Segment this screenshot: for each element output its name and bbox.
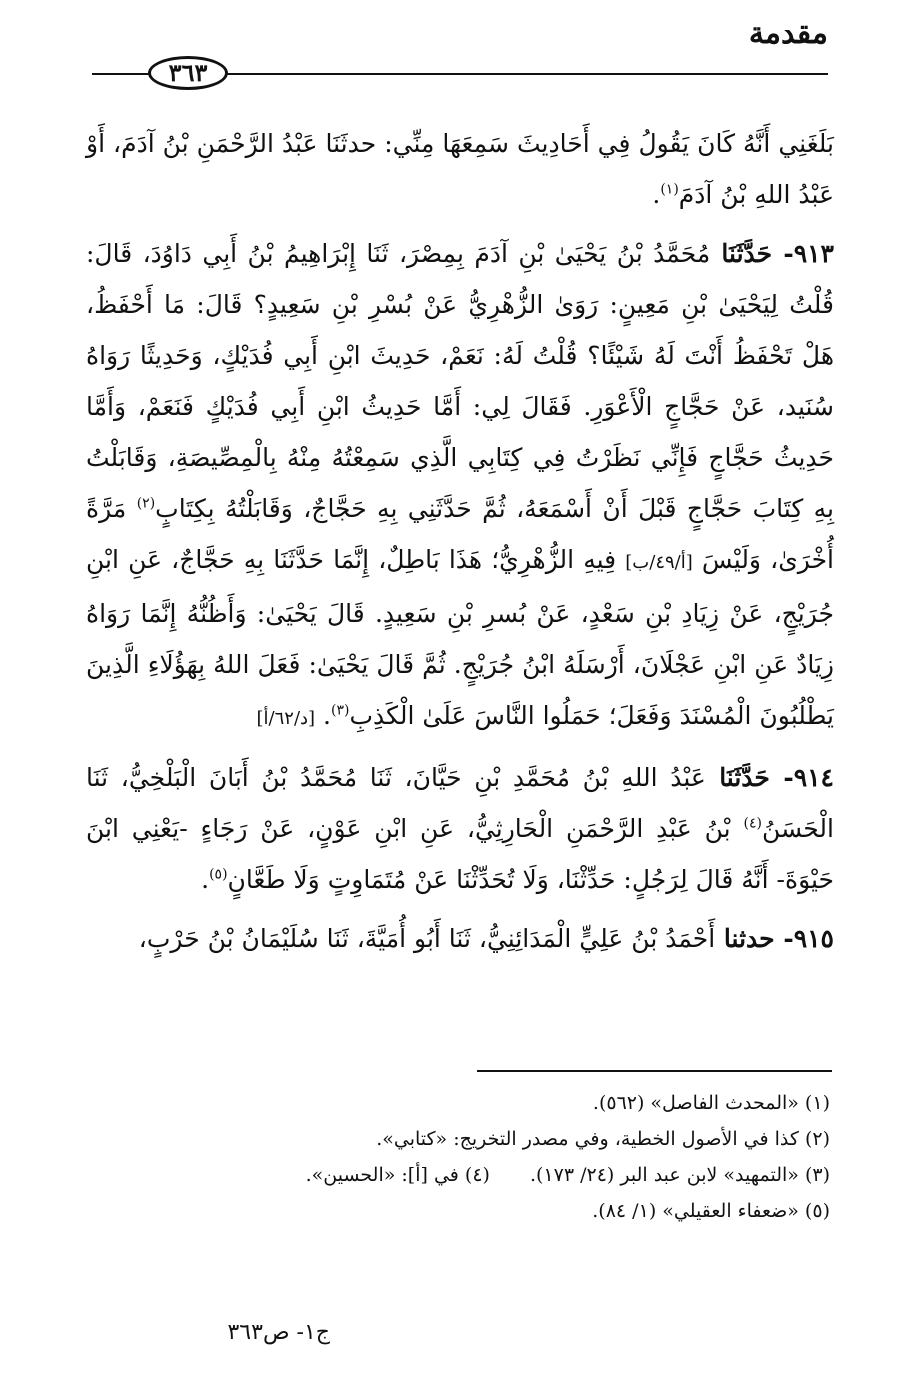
narration-keyword: حَدَّثَنَا <box>710 239 784 268</box>
footnote-2: (٢) كذا في الأصول الخطية، وفي مصدر التخريج: «كتابي». <box>376 1128 830 1150</box>
paragraph <box>86 228 834 744</box>
running-title: مقدمة <box>748 16 828 51</box>
footnote-3: (٣) «التمهيد» لابن عبد البر (٢٤/ ١٧٣). <box>529 1164 830 1186</box>
narration-keyword: حدثنا <box>715 924 784 953</box>
manuscript-ref: [د/٦٢/أ] <box>256 708 316 729</box>
hadith-number: ٩١٥- <box>783 924 834 953</box>
text-run: أَحْمَدُ بْنُ عَلِيٍّ الْمَدَائِنِيُّ، ثَنَا أَبُو أُمَيَّةَ، ثَنَا سُلَيْمَانُ بْنُ حَرْبٍ، <box>138 924 716 953</box>
text-run: . <box>652 180 661 209</box>
text-run: . <box>315 701 331 730</box>
footnote-5: (٥) «ضعفاء العقيلي» (١/ ٨٤). <box>592 1200 830 1222</box>
footnote-marker: (٢) <box>136 495 156 512</box>
footnote-1: (١) «المحدث الفاصل» (٥٦٢). <box>592 1092 830 1114</box>
text-run: مُحَمَّدُ بْنُ يَحْيَىٰ بْنِ آدَمَ بِمِصْرَ، ثَنَا إِبْرَاهِيمُ بْنُ أَبِي دَاوُدَ، قَالَ: قُلْتُ لِيَحْيَىٰ بْنِ مَعِينٍ: رَوَىٰ الزُّهْرِيُّ عَنْ بُسْرِ بْنِ سَعِيدٍ؟ قَالَ: مَا أَحْفَظُ، هَلْ تَحْفَظُ أَنْتَ لَهُ شَيْئًا؟ قُلْتُ لَهُ: نَعَمْ، حَدِيثَ ابْنِ أَبِي فُدَيْكٍ، وَحَدِيثًا رَوَاهُ سُنَيد، عَنْ حَجَّاجٍ الْأَعْوَرِ. فَقَالَ لِي: أَمَّا حَدِيثُ ابْنِ أَبِي فُدَيْكٍ فَنَعَمْ، وَأَمَّا حَدِيثُ حَجَّاجٍ فَإِنِّي نَظَرْتُ فِي كِتَابِي الَّذِي سَمِعْتُهُ مِنْهُ بِالْمِصِّيصَةِ، وَقَابَلْتُ بِهِ كِتَابَ حَجَّاجٍ قَبْلَ أَنْ أَسْمَعَهُ، ثُمَّ حَدَّثَنِي بِهِ حَجَّاجٌ، وَقَابَلْتُهُ بِكِتَابٍ <box>86 239 835 523</box>
footnote-marker: (٤) <box>743 815 762 832</box>
footnote-marker: (٥) <box>209 866 228 883</box>
paragraph <box>86 913 834 964</box>
hadith-number: ٩١٤- <box>783 763 834 792</box>
text-run: بَلَغَنِي أَنَّهُ كَانَ يَقُولُ فِي أَحَادِيثَ سَمِعَهَا مِنِّي: حدثَنَا عَبْدُ الرَّحْمَنِ بْنُ آدَمَ، أَوْ عَبْدُ اللهِ بْنُ آدَمَ <box>86 129 834 209</box>
narration-keyword: حَدَّثَنَا <box>705 763 784 792</box>
text-run: فِيهِ الزُّهْرِيُّ؛ هَذَا بَاطِلٌ، إِنَّمَا حَدَّثَنَا بِهِ حَجَّاجٌ، عَنِ ابْنِ جُرَيْجٍ، عَنْ زِيَادِ بْنِ سَعْدٍ، عَنْ بُسرِ بْنِ سَعِيدٍ. قَالَ يَحْيَىٰ: وَأَظُنُّهُ إِنَّمَا رَوَاهُ زِيَادٌ عَنِ ابْنِ عَجْلَانَ، أَرْسَلَهُ ابْنُ جُرَيْجٍ. ثُمَّ قَالَ يَحْيَىٰ: فَعَلَ اللهُ بِهَؤُلَاءِ الَّذِينَ يَطْلُبُونَ الْمُسْنَدَ وَفَعَلَ؛ حَمَلُوا النَّاسَ عَلَىٰ الْكَذِبِ <box>86 545 834 730</box>
footnotes <box>90 1085 830 1229</box>
paragraph <box>86 752 834 905</box>
footnote-marker: (٣) <box>330 702 350 719</box>
footnote-4: (٤) في [أ]: «الحسين». <box>305 1164 490 1186</box>
page-number-badge: ٣٦٣ <box>148 56 228 90</box>
footnote-marker: (١) <box>660 181 679 198</box>
text-run: عَبْدُ اللهِ بْنُ مُحَمَّدِ بْنِ حَيَّانَ، ثَنَا مُحَمَّدُ بْنُ أَبَانَ الْبَلْخِيُّ، ثَنَا الْحَسَنُ <box>86 763 834 843</box>
footnote-3-4 <box>90 1157 830 1193</box>
page-signature: ج١- ص٣٦٣ <box>227 1320 330 1345</box>
paragraph <box>86 118 834 220</box>
text-run: بْنُ عَبْدِ الرَّحْمَنِ الْحَارِثِيُّ، عَنِ ابْنِ عَوْنٍ، عَنْ رَجَاءٍ -يَعْنِي ابْنَ حَيْوَةَ- أَنَّهُ قَالَ لِرَجُلٍ: حَدِّثْنَا، وَلَا تُحَدِّثْنَا عَنْ مُتَمَاوِتٍ وَلَا طَعَّانٍ <box>86 814 834 894</box>
manuscript-ref: [أ/٤٩/ب] <box>625 552 693 573</box>
text-run: مَرَّةً أُخْرَىٰ، وَلَيْسَ <box>86 494 834 574</box>
text-run: . <box>201 865 210 894</box>
main-text <box>86 118 834 964</box>
hadith-number: ٩١٣- <box>783 239 834 268</box>
footnote-rule <box>477 1070 832 1072</box>
